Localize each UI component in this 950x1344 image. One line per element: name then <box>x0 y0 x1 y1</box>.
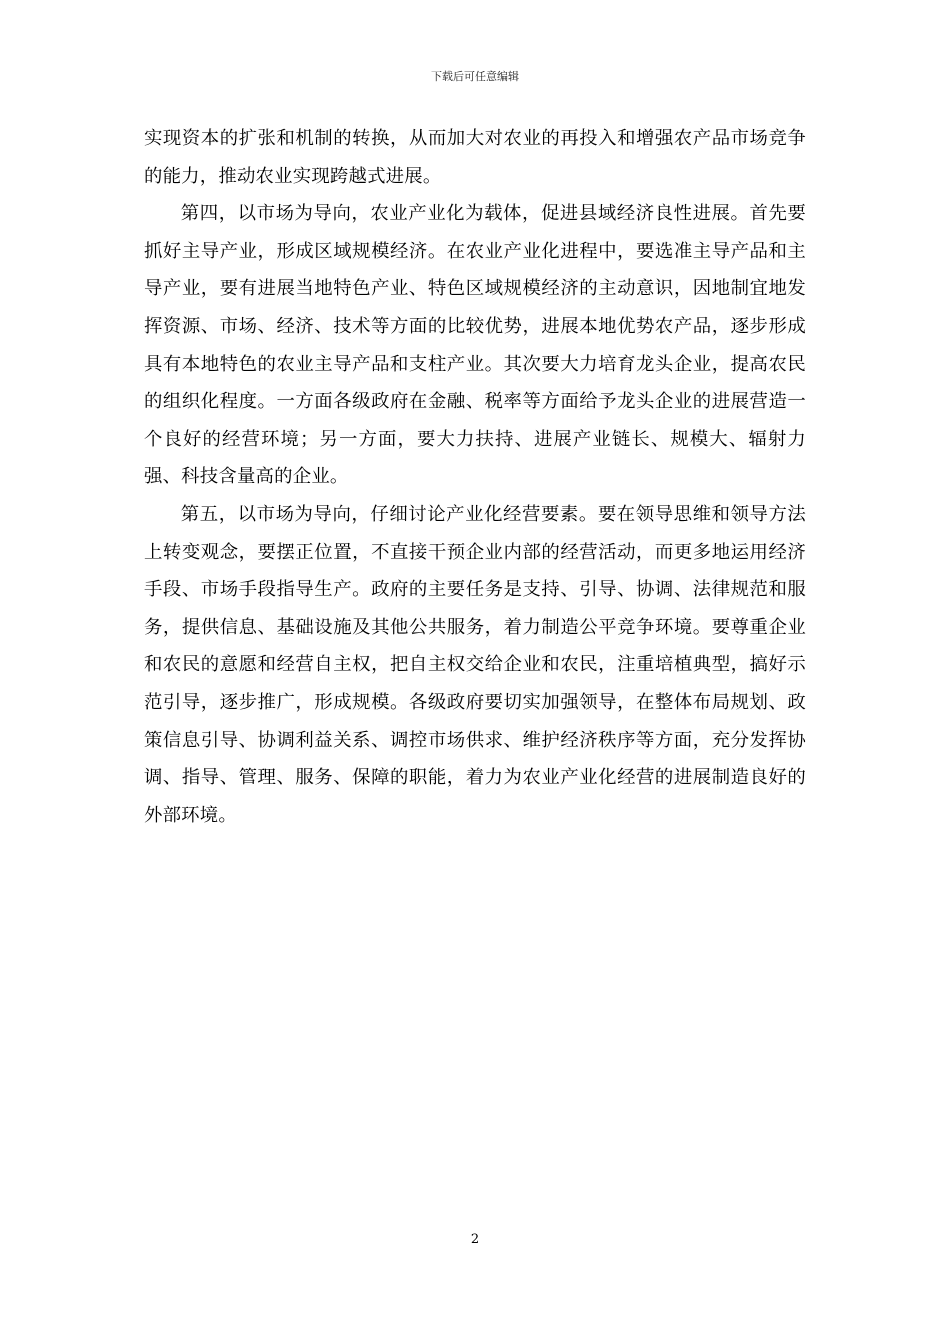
page-number: 2 <box>470 1232 480 1247</box>
paragraph-fourth-point: 第四，以市场为导向，农业产业化为载体，促进县域经济良性进展。首先要抓好主导产业，形成区域规模经济。在农业产业化进程中，要选准主导产品和主导产业，要有进展当地特色产业、特色区域规模经济的主动意识，因地制宜地发挥资源、市场、经济、技术等方面的比较优势，进展本地优势农产品，逐步形成具有本地特色的农业主导产品和支柱产业。其次要大力培育龙头企业，提高农民的组织化程度。一方面各级政府在金融、税率等方面给予龙头企业的进展营造一个良好的经营环境；另一方面，要大力扶持、进展产业链长、规模大、辐射力强、科技含量高的企业。 <box>144 203 806 488</box>
body-text <box>144 120 806 834</box>
header-note: 下载后可任意编辑 <box>431 70 519 83</box>
paragraph-fifth-point: 第五，以市场为导向，仔细讨论产业化经营要素。要在领导思维和领导方法上转变观念，要摆正位置，不直接干预企业内部的经营活动，而更多地运用经济手段、市场手段指导生产。政府的主要任务是支持、引导、协调、法律规范和服务，提供信息、基础设施及其他公共服务，着力制造公平竞争环境。要尊重企业和农民的意愿和经营自主权，把自主权交给企业和农民，注重培植典型，搞好示范引导，逐步推广，形成规模。各级政府要切实加强领导，在整体布局规划、政策信息引导、协调利益关系、调控市场供求、维护经济秩序等方面，充分发挥协调、指导、管理、服务、保障的职能，着力为农业产业化经营的进展制造良好的外部环境。 <box>144 503 806 826</box>
paragraph-continued: 实现资本的扩张和机制的转换，从而加大对农业的再投入和增强农产品市场竞争的能力，推动农业实现跨越式进展。 <box>144 128 806 187</box>
